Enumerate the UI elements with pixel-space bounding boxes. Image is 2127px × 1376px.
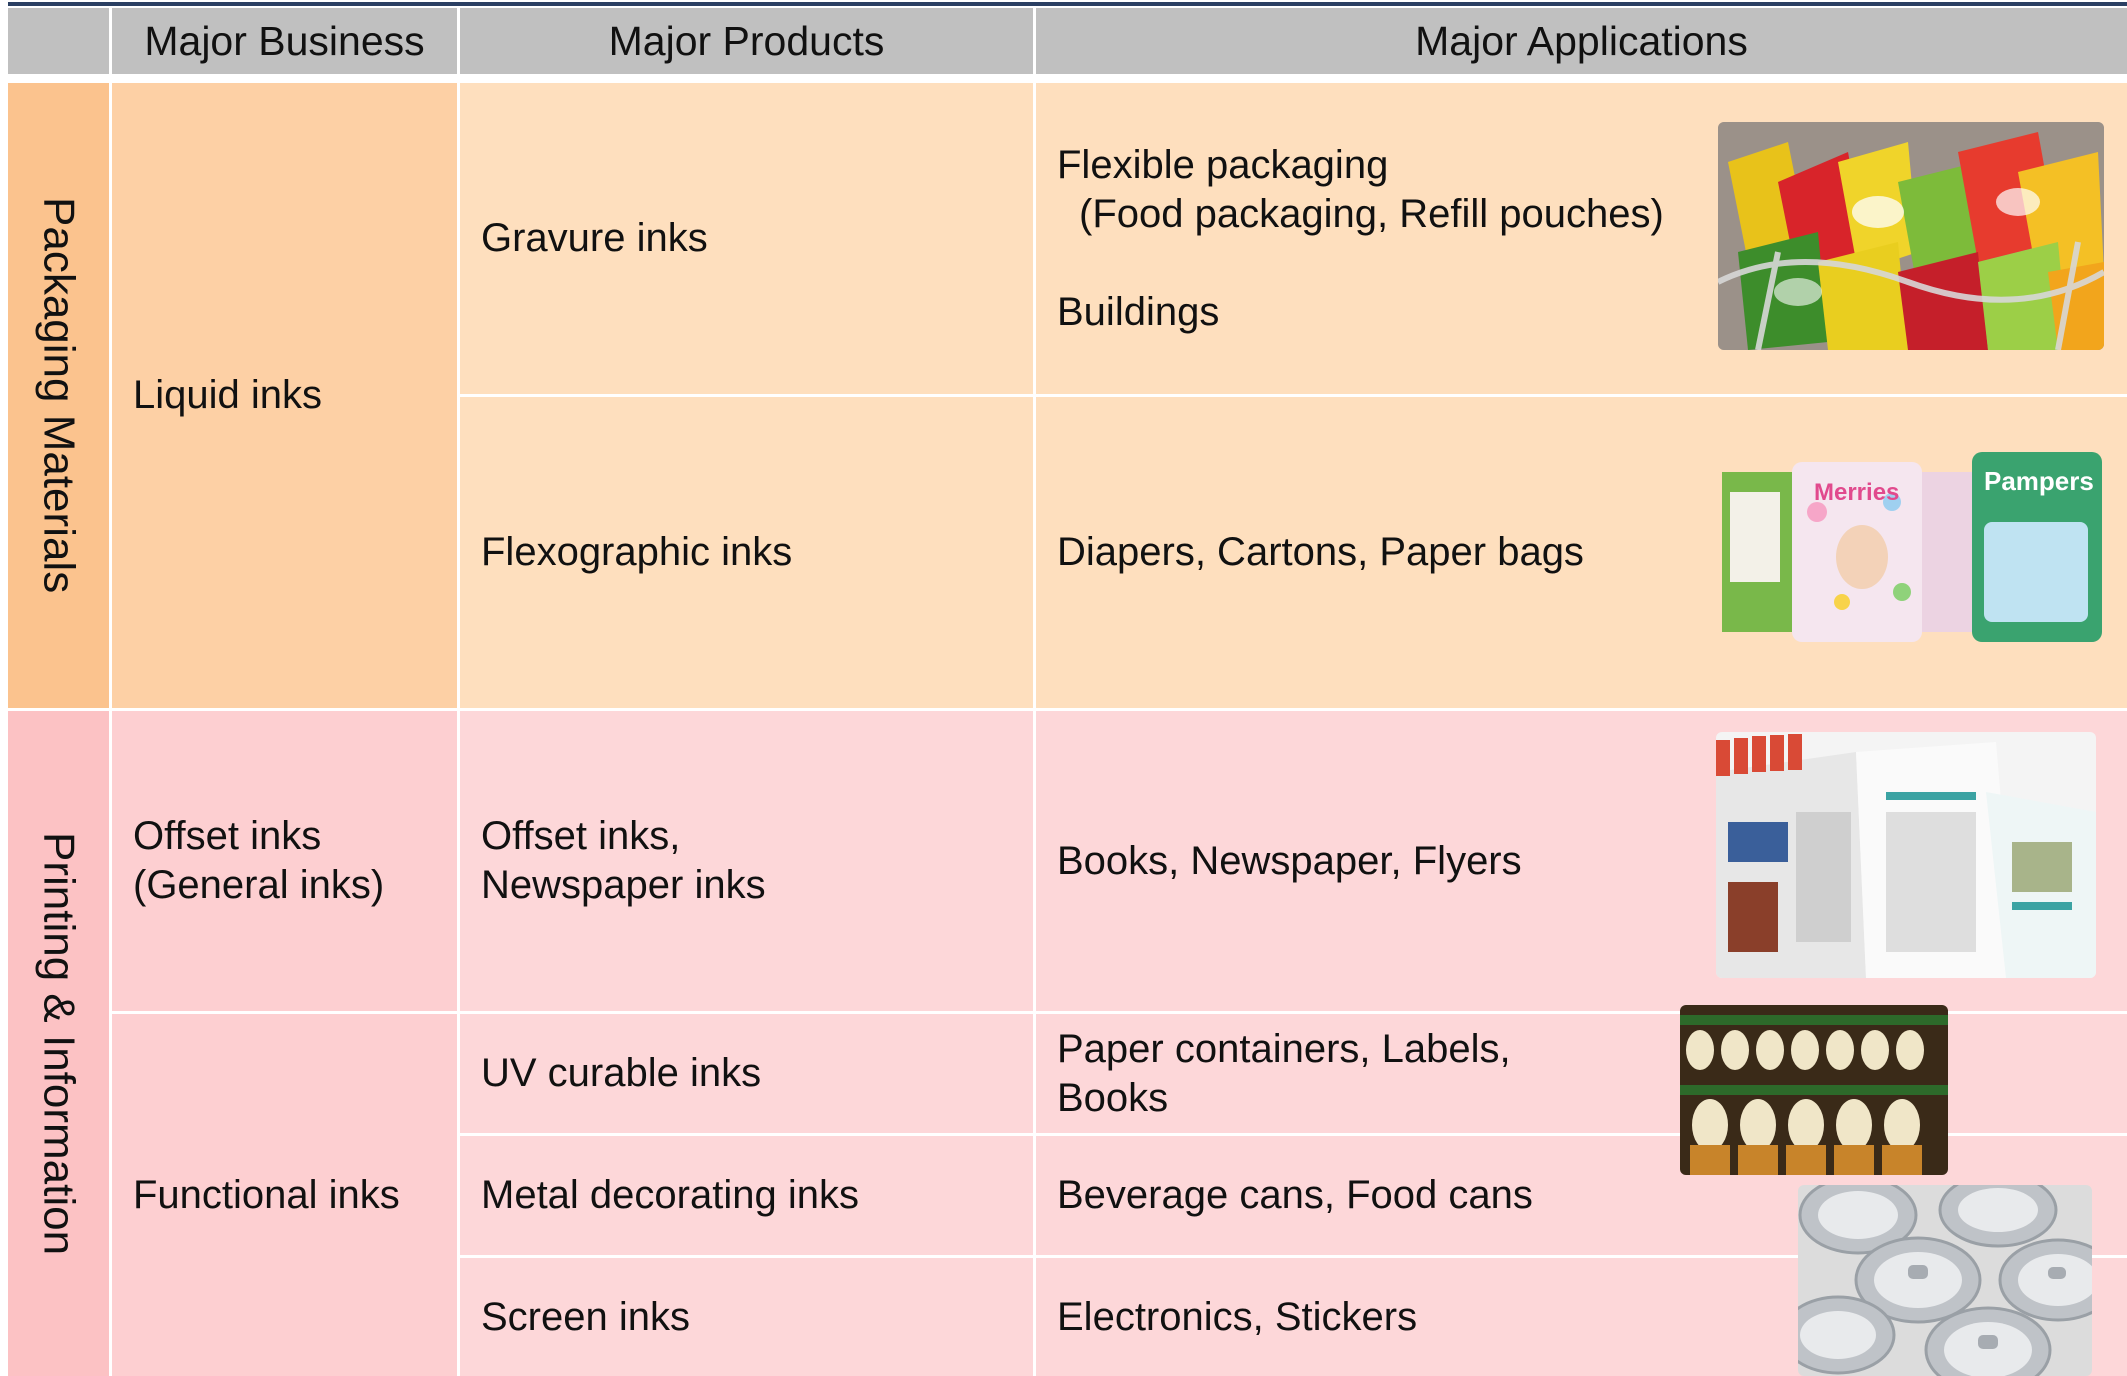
business-offset-line1: Offset inks [133, 814, 322, 858]
cans-photo [1798, 1185, 2092, 1376]
section-printing-information [8, 711, 109, 1376]
header-major-products: Major Products [460, 8, 1033, 74]
application-metal: Beverage cans, Food cans [1036, 1136, 2127, 1255]
application-offset: Books, Newspaper, Flyers [1036, 711, 2127, 1011]
product-uv-curable-inks: UV curable inks [460, 1014, 1033, 1133]
product-offset-newspaper-inks [460, 711, 1033, 1011]
application-uv-line2: Books [1057, 1075, 1169, 1120]
application-uv-line1: Paper containers, Labels, [1057, 1026, 1511, 1071]
top-rule [8, 2, 2127, 6]
snack-bags-photo [1718, 122, 2104, 350]
application-screen: Electronics, Stickers [1036, 1258, 2127, 1376]
section-printing-label: Printing & Information [34, 831, 84, 1256]
header-corner [8, 8, 109, 74]
application-food-packaging: (Food packaging, Refill pouches) [1079, 191, 1664, 236]
product-screen-inks: Screen inks [460, 1258, 1033, 1376]
application-flexible-packaging: Flexible packaging [1057, 142, 1389, 187]
product-flexographic-inks: Flexographic inks [460, 397, 1033, 708]
application-flexo: Diapers, Cartons, Paper bags [1036, 397, 2127, 708]
application-uv [1036, 1014, 2127, 1133]
business-liquid-inks: Liquid inks [112, 83, 457, 708]
diaper-brand-2-label: Pampers [1984, 466, 2094, 496]
magazines-photo [1716, 732, 2096, 978]
section-packaging-materials [8, 83, 109, 708]
application-buildings: Buildings [1057, 289, 1220, 334]
diapers-photo [1722, 452, 2102, 642]
business-offset-line2: (General inks) [133, 863, 385, 907]
product-offset-line1: Offset inks, [481, 814, 681, 858]
header-major-applications: Major Applications [1036, 8, 2127, 74]
section-packaging-label: Packaging Materials [34, 197, 84, 594]
header-major-business: Major Business [112, 8, 457, 74]
jars-labels-photo [1680, 1005, 1948, 1175]
business-functional-inks: Functional inks [112, 1014, 457, 1376]
business-offset-inks [112, 711, 457, 1011]
product-offset-line2: Newspaper inks [481, 863, 766, 907]
diaper-brand-1-label: Merries [1814, 479, 1900, 506]
product-metal-decorating-inks: Metal decorating inks [460, 1136, 1033, 1255]
product-gravure-inks: Gravure inks [460, 83, 1033, 394]
